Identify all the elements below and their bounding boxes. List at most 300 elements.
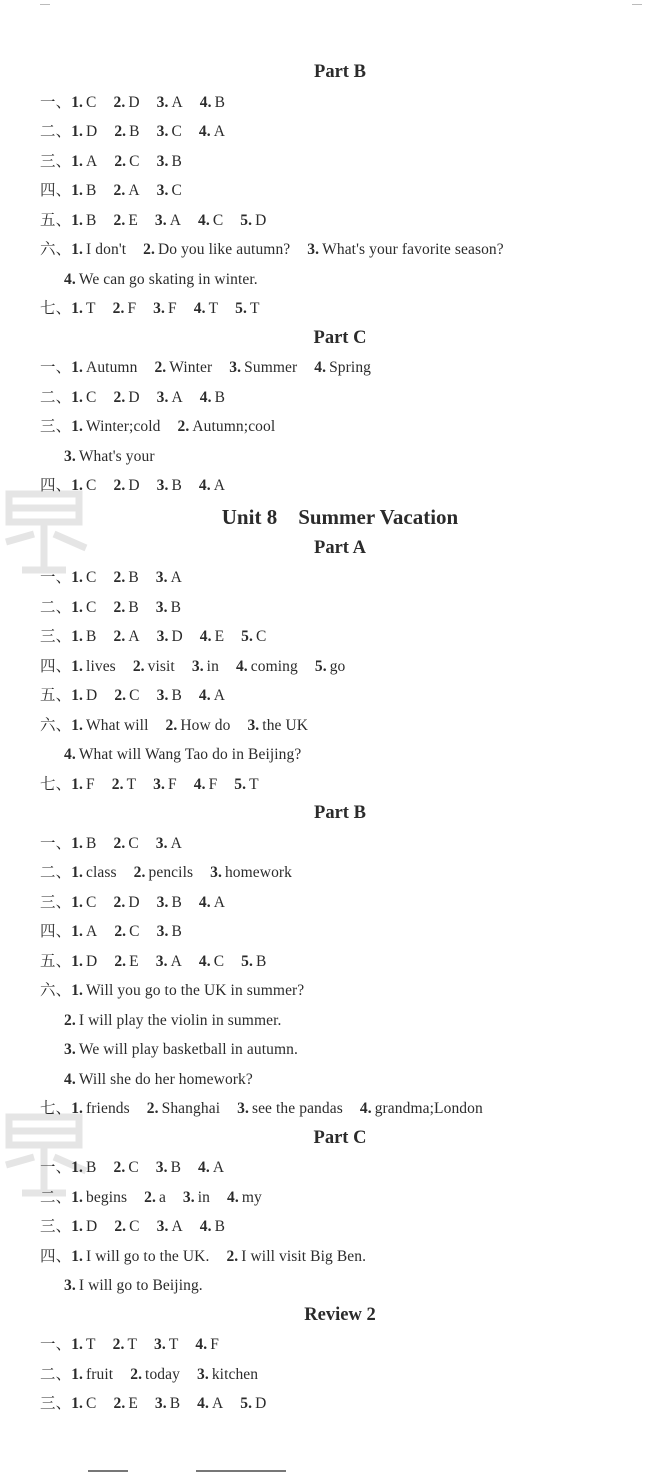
answer-text: A: [213, 123, 226, 140]
answer-line: [40, 1271, 640, 1301]
answer-number: 1.: [71, 775, 84, 793]
answer-text: C: [86, 569, 97, 586]
question-group-label: 四、: [40, 657, 72, 675]
section-heading: Part A: [314, 537, 366, 558]
answer-item: [157, 147, 182, 177]
answer-item: [113, 829, 138, 859]
answer-number: 5.: [235, 300, 247, 317]
answer-number: 3.: [156, 388, 169, 406]
question-group-label: 一、: [40, 359, 72, 376]
answer-item: [241, 622, 266, 652]
answer-text: B: [86, 834, 97, 852]
answer-key-content: [40, 58, 640, 1419]
answer-item: [71, 88, 96, 118]
answer-item: [71, 593, 96, 623]
answer-number: 3.: [196, 1365, 209, 1383]
answer-number: 1.: [71, 241, 84, 258]
answer-text: B: [170, 1159, 182, 1176]
answer-text: D: [128, 93, 140, 111]
answer-line: [40, 383, 640, 413]
answer-text: What's your favorite season?: [322, 241, 504, 258]
answer-text: see the pandas: [251, 1100, 343, 1117]
answer-text: B: [214, 93, 226, 111]
answer-item: [71, 1330, 95, 1360]
question-group-label: 七、: [40, 300, 72, 317]
answer-line: [40, 1360, 640, 1390]
question-group-label: 五、: [40, 687, 72, 704]
answer-text: F: [86, 775, 95, 793]
answer-text: F: [168, 775, 177, 793]
answer-text: Shanghai: [161, 1100, 221, 1117]
answer-item: [157, 117, 182, 147]
answer-text: Autumn: [86, 359, 138, 376]
answer-text: D: [86, 952, 98, 970]
answer-item: [64, 740, 301, 770]
answer-text: C: [129, 687, 140, 704]
answer-text: A: [171, 388, 183, 406]
question-group-label: 六、: [40, 716, 72, 734]
answer-number: 3.: [156, 93, 169, 111]
answer-text: What will Wang Tao do in Beijing?: [78, 746, 302, 763]
answer-number: 2.: [114, 1218, 127, 1235]
answer-item: [154, 1330, 178, 1360]
answer-line: [40, 1242, 640, 1272]
answer-number: 2.: [113, 388, 126, 406]
answer-text: We will play basketball in autumn.: [78, 1041, 298, 1058]
answer-number: 4.: [64, 746, 76, 763]
answer-line: [40, 1330, 640, 1360]
answer-number: 1.: [71, 569, 84, 586]
answer-text: T: [127, 1336, 138, 1353]
answer-item: [197, 1360, 258, 1390]
answer-text: friends: [86, 1100, 130, 1117]
answer-item: [199, 117, 225, 147]
answer-number: 4.: [198, 123, 211, 140]
answer-item: [200, 383, 225, 413]
answer-text: C: [129, 923, 140, 940]
question-group-label: 四、: [40, 477, 72, 494]
answer-number: 1.: [71, 1365, 84, 1383]
answer-number: 1.: [71, 687, 84, 704]
answer-number: 1.: [71, 418, 84, 435]
answer-item: [157, 622, 183, 652]
answer-number: 2.: [113, 628, 126, 645]
answer-number: 1.: [71, 477, 84, 494]
answer-item: [71, 471, 96, 501]
answer-text: D: [128, 388, 140, 406]
answer-item: [114, 117, 139, 147]
question-group-label: 二、: [40, 1188, 72, 1206]
answer-item: [229, 353, 297, 383]
answer-number: 5.: [241, 628, 253, 645]
answer-text: A: [170, 952, 182, 970]
answer-item: [166, 711, 231, 741]
answer-number: 2.: [111, 775, 124, 793]
answer-line: [40, 294, 640, 324]
answer-number: 2.: [112, 300, 125, 317]
answer-item: [64, 442, 155, 472]
answer-text: Do you like autumn?: [157, 241, 291, 258]
answer-item: [114, 147, 139, 177]
answer-text: Winter;cold: [86, 418, 161, 435]
answer-number: 4.: [198, 1159, 210, 1176]
answer-item: [71, 117, 97, 147]
answer-text: go: [329, 657, 346, 675]
answer-item: [71, 353, 137, 383]
answer-number: 2.: [177, 418, 190, 435]
answer-number: 2.: [165, 716, 178, 734]
answer-item: [113, 294, 137, 324]
answer-item: [114, 917, 139, 947]
answer-number: 3.: [64, 1277, 76, 1294]
answer-text: B: [171, 687, 182, 704]
answer-item: [64, 1035, 298, 1065]
question-group-label: 六、: [40, 982, 72, 999]
answer-item: [157, 917, 182, 947]
question-group-label: 三、: [40, 1218, 72, 1235]
answer-item: [198, 206, 223, 236]
answer-number: 4.: [64, 1070, 76, 1088]
question-group-label: 一、: [40, 1336, 72, 1353]
answer-text: A: [86, 152, 98, 170]
answer-text: C: [129, 152, 140, 170]
question-group-label: 三、: [40, 418, 72, 435]
answer-item: [241, 947, 266, 977]
answer-number: 3.: [156, 923, 169, 940]
answer-number: 4.: [198, 893, 211, 911]
answer-number: 2.: [143, 241, 155, 258]
answer-item: [235, 294, 259, 324]
answer-number: 2.: [133, 864, 146, 881]
answer-number: 2.: [113, 477, 126, 494]
bottom-rule: [88, 1470, 128, 1472]
answer-text: D: [255, 211, 267, 229]
answer-number: 2.: [113, 834, 126, 852]
answer-text: I will go to Beijing.: [78, 1277, 203, 1294]
answer-number: 2.: [114, 952, 127, 970]
answer-text: Summer: [244, 359, 298, 376]
answer-item: [197, 1389, 223, 1419]
answer-number: 3.: [156, 687, 169, 704]
answer-number: 4.: [193, 775, 206, 793]
answer-number: 1.: [71, 893, 84, 911]
answer-text: D: [86, 687, 98, 704]
answer-item: [114, 947, 138, 977]
answer-text: A: [213, 477, 226, 494]
answer-number: 1.: [71, 1218, 84, 1235]
answer-item: [71, 412, 160, 442]
answer-item: [144, 1183, 166, 1213]
answer-text: homework: [224, 864, 293, 881]
answer-text: A: [170, 569, 182, 586]
answer-item: [147, 1094, 220, 1124]
answer-item: [71, 917, 97, 947]
answer-item: [360, 1094, 483, 1124]
answer-item: [113, 88, 139, 118]
answer-item: [234, 770, 258, 800]
answer-item: [114, 1212, 139, 1242]
answer-item: [307, 235, 503, 265]
answer-number: 5.: [314, 657, 327, 675]
answer-text: C: [86, 477, 97, 494]
answer-text: C: [129, 1218, 140, 1235]
answer-text: B: [86, 211, 97, 229]
answer-text: What's your: [78, 447, 155, 465]
answer-text: How do: [180, 716, 231, 734]
answer-text: B: [86, 628, 97, 645]
answer-number: 3.: [307, 241, 320, 258]
answer-text: D: [171, 628, 183, 645]
answer-item: [194, 294, 218, 324]
answer-line: [40, 206, 640, 236]
answer-text: B: [128, 598, 139, 616]
answer-line: [40, 147, 640, 177]
answer-number: 3.: [64, 1041, 76, 1058]
answer-item: [64, 265, 258, 295]
answer-item: [71, 829, 96, 859]
answer-item: [113, 1153, 138, 1183]
answer-number: 2.: [114, 687, 127, 704]
answer-item: [157, 1212, 183, 1242]
answer-number: 4.: [199, 628, 212, 645]
answer-number: 2.: [226, 1247, 239, 1265]
answer-text: B: [214, 1218, 226, 1235]
answer-number: 2.: [114, 923, 127, 940]
answer-item: [71, 1389, 96, 1419]
answer-text: B: [171, 893, 182, 911]
answer-number: 3.: [229, 359, 242, 376]
answer-line: [40, 471, 640, 501]
answer-line: [40, 1094, 640, 1124]
answer-text: T: [168, 1336, 179, 1353]
question-group-label: 一、: [40, 1159, 72, 1176]
answer-number: 1.: [71, 1247, 84, 1265]
question-group-label: 三、: [40, 1395, 72, 1412]
answer-text: I will go to the UK.: [86, 1247, 210, 1265]
answer-item: [156, 563, 182, 593]
answer-item: [71, 622, 96, 652]
answer-number: 1.: [71, 952, 84, 970]
answer-number: 3.: [155, 569, 168, 586]
answer-text: C: [86, 388, 97, 406]
answer-number: 1.: [71, 1188, 84, 1206]
answer-item: [199, 947, 224, 977]
answer-item: [71, 976, 304, 1006]
answer-number: 3.: [156, 1218, 169, 1235]
answer-number: 3.: [155, 834, 168, 852]
answer-item: [71, 1212, 97, 1242]
answer-number: 3.: [155, 952, 168, 970]
answer-item: [178, 412, 276, 442]
answer-item: [240, 206, 266, 236]
answer-item: [71, 1242, 209, 1272]
answer-line: [40, 976, 640, 1006]
answer-number: 2.: [130, 1365, 143, 1383]
question-group-label: 三、: [40, 152, 72, 170]
answer-item: [156, 829, 182, 859]
answer-number: 2.: [132, 657, 145, 675]
answer-item: [71, 652, 116, 682]
answer-item: [71, 947, 97, 977]
answer-number: 3.: [153, 775, 165, 793]
answer-line: [40, 622, 640, 652]
answer-item: [157, 383, 183, 413]
answer-number: 4.: [199, 388, 212, 406]
answer-text: my: [241, 1188, 262, 1206]
answer-line: [40, 1006, 640, 1036]
answer-text: lives: [86, 657, 116, 675]
answer-number: 4.: [198, 687, 211, 704]
answer-item: [247, 711, 308, 741]
unit-title: Unit 8 Summer Vacation: [221, 504, 459, 529]
answer-number: 3.: [155, 1159, 168, 1176]
answer-line: [40, 353, 640, 383]
question-group-label: 四、: [40, 923, 72, 940]
answer-number: 1.: [71, 1395, 84, 1412]
answer-text: B: [171, 152, 182, 170]
answer-number: 2.: [114, 123, 127, 140]
answer-item: [200, 88, 225, 118]
answer-number: 3.: [156, 123, 169, 140]
answer-text: C: [213, 952, 225, 970]
answer-item: [236, 652, 298, 682]
answer-item: [194, 770, 218, 800]
answer-line: [40, 265, 640, 295]
answer-item: [113, 206, 137, 236]
answer-text: D: [86, 123, 98, 140]
section-heading: Review 2: [304, 1304, 376, 1325]
answer-number: 3.: [156, 628, 169, 645]
answer-text: the UK: [262, 716, 309, 734]
answer-item: [157, 176, 182, 206]
answer-text: C: [86, 598, 97, 616]
answer-text: B: [214, 388, 226, 406]
answer-line: [40, 947, 640, 977]
answer-line: [40, 88, 640, 118]
answer-item: [113, 176, 139, 206]
answer-text: A: [169, 211, 182, 229]
answer-item: [71, 147, 97, 177]
answer-item: [183, 1183, 210, 1213]
answer-number: 3.: [182, 1188, 195, 1206]
answer-number: 2.: [144, 1188, 156, 1206]
answer-line: [40, 1065, 640, 1095]
answer-number: 3.: [156, 893, 169, 911]
answer-number: 1.: [71, 834, 84, 852]
answer-item: [71, 206, 96, 236]
answer-line: [40, 1035, 640, 1065]
answer-item: [71, 770, 95, 800]
answer-item: [71, 563, 96, 593]
answer-line: [40, 740, 640, 770]
answer-text: A: [213, 687, 226, 704]
answer-line: [40, 176, 640, 206]
answer-text: T: [86, 300, 96, 317]
question-group-label: 四、: [40, 1247, 72, 1265]
answer-text: in: [206, 657, 219, 675]
answer-number: 4.: [199, 93, 212, 111]
answer-text: I will visit Big Ben.: [241, 1247, 367, 1265]
answer-item: [237, 1094, 343, 1124]
answer-item: [199, 888, 225, 918]
answer-text: A: [171, 93, 183, 111]
answer-item: [71, 888, 96, 918]
answer-text: in: [197, 1188, 211, 1206]
answer-line: [40, 563, 640, 593]
answer-line: [40, 917, 640, 947]
answer-number: 1.: [71, 628, 84, 645]
answer-number: 5.: [234, 775, 247, 793]
answer-item: [226, 1242, 366, 1272]
answer-item: [71, 1183, 127, 1213]
answer-number: 2.: [114, 152, 127, 170]
question-group-label: 七、: [40, 775, 72, 793]
answer-text: B: [128, 569, 139, 586]
answer-text: D: [86, 1218, 98, 1235]
answer-text: Winter: [169, 359, 213, 376]
answer-text: Autumn;cool: [192, 418, 276, 435]
answer-item: [153, 770, 177, 800]
section-heading: Part B: [314, 803, 366, 823]
answer-item: [71, 681, 97, 711]
answer-text: T: [126, 775, 137, 793]
answer-number: 1.: [71, 152, 84, 170]
answer-text: kitchen: [211, 1365, 259, 1383]
answer-line: [40, 711, 640, 741]
answer-text: A: [212, 1159, 225, 1176]
answer-item: [71, 294, 95, 324]
question-group-label: 二、: [40, 123, 72, 140]
answer-number: 3.: [155, 598, 168, 616]
answer-item: [71, 235, 126, 265]
answer-text: C: [128, 1159, 139, 1176]
answer-item: [71, 1360, 113, 1390]
answer-item: [143, 235, 290, 265]
question-group-label: 一、: [40, 93, 72, 111]
answer-line: [40, 593, 640, 623]
answer-line: [40, 1183, 640, 1213]
answer-text: F: [127, 300, 137, 317]
answer-item: [156, 593, 181, 623]
answer-text: B: [86, 1159, 97, 1176]
answer-item: [199, 681, 225, 711]
answer-text: coming: [250, 657, 298, 675]
answer-number: 1.: [71, 923, 84, 940]
answer-text: Spring: [329, 359, 372, 376]
answer-item: [113, 622, 139, 652]
answer-line: [40, 652, 640, 682]
answer-item: [240, 1389, 266, 1419]
answer-text: F: [208, 775, 218, 793]
answer-item: [113, 1330, 137, 1360]
answer-number: 1.: [71, 388, 84, 406]
answer-number: 4.: [227, 1188, 239, 1206]
answer-number: 2.: [113, 598, 126, 616]
answer-text: C: [86, 893, 97, 911]
answer-number: 4.: [193, 300, 206, 317]
answer-text: begins: [86, 1188, 128, 1206]
question-group-label: 七、: [40, 1100, 72, 1117]
answer-text: A: [171, 1218, 183, 1235]
answer-number: 4.: [64, 270, 76, 288]
answer-item: [199, 471, 225, 501]
answer-text: E: [129, 952, 139, 970]
answer-number: 3.: [156, 477, 169, 494]
section-heading: Part B: [314, 62, 366, 82]
answer-text: A: [170, 834, 182, 852]
answer-text: grandma;London: [374, 1100, 483, 1117]
question-group-label: 二、: [40, 598, 72, 616]
